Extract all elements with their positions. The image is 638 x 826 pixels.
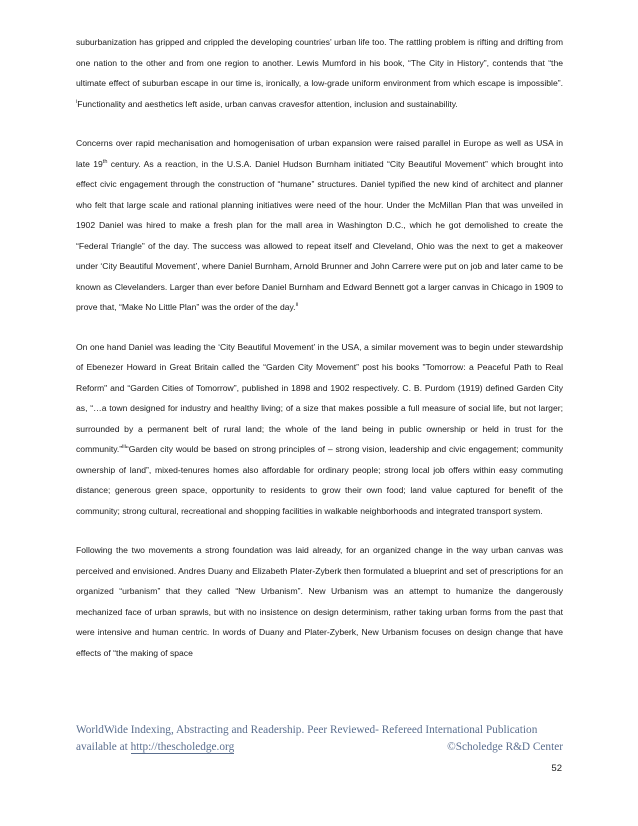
endnote-marker-iii[interactable]: iii [122, 444, 126, 451]
footer-second-line [76, 739, 563, 756]
page-number: 52 [551, 763, 562, 774]
footer-indexing-line: WorldWide Indexing, Abstracting and Readership. Peer Reviewed- Refereed International Publication [76, 724, 538, 736]
paragraph-1-text-a: suburbanization has gripped and crippled the developing countries’ urban life too. The rattling problem is rifting and drifting from one nation to the other and from one region to another. Lewis Mumford in his book, “The City in History”, contends that “the ultimate effect of suburban escape in our time is, ironically, a low-grade uniform environment from which escape is impossible”. [76, 37, 563, 88]
endnote-marker-ii[interactable]: ii [295, 302, 299, 309]
paragraph-2 [76, 133, 563, 318]
paragraph-1-text-b: Functionality and aesthetics left aside, urban canvas cravesfor attention, inclusion and sustainability. [77, 98, 458, 109]
paragraph-4-text: Following the two movements a strong foundation was laid already, for an organized change in the way urban canvas was perceived and envisioned. Andres Duany and Elizabeth Plater-Zyberk then formulated a blueprint and set of prescriptions for an organized “urbanism” that they called “New Urbanism”. New Urbanism was an attempt to humanize the dangerously mechanized face of urban sprawls, but with no insistence on design determinism, rather taking urban forms from the past that were intensive and human centric. In words of Duany and Plater-Zyberk, New Urbanism focuses on design change that have effects of “the making of space [76, 545, 563, 658]
paragraph-2-text-b: century. As a reaction, in the U.S.A. Daniel Hudson Burnham initiated “City Beautiful Movement” which brought into effect civic engagement through the construction of “humane” structures. Daniel typified the new kind of architect and planner who felt that large scale and rational planning initiatives were need of the hour. Under the McMillan Plan that was unveiled in 1902 Daniel was hired to make a fresh plan for the mall area in Washington D.C., which he got demolished to create the “Federal Triangle” of the day. The success was allowed to repeat itself and Cleveland, Ohio was the next to get a makeover under ‘City Beautiful Movement’, where Daniel Burnham, Arnold Brunner and John Carrere were put on job and later came to be known as Clevelanders. Larger than ever before Daniel Burnham and Edward Bennett got a larger canvas in Chicago in 1909 to prove that, “Make No Little Plan” was the order of the day. [76, 158, 563, 312]
paragraph-4 [76, 540, 563, 663]
footer-copyright: ©Scholedge R&D Center [447, 741, 563, 753]
paragraph-2-text-a: Concerns over rapid mechanisation and homogenisation of urban expansion were raised parallel in Europe as well as USA in late 19 [76, 138, 563, 169]
ordinal-superscript: th [102, 158, 108, 165]
paragraph-3-text-b: “Garden city would be based on strong principles of – strong vision, leadership and civic engagement; community ownership of land”, mixed-tenures homes also affordable for ordinary people; strong local job offers within easy commuting distance; generous green space, opportunity to residents to grow their own food; land value captured for benefit of the community; strong cultural, recreational and shopping facilities in walkable neighborhoods and integrated transport system. [76, 444, 563, 516]
paragraph-1 [76, 32, 563, 114]
page-footer [76, 722, 563, 756]
footer-available-label: available at [76, 741, 131, 753]
paragraph-3-text-a: On one hand Daniel was leading the ‘City Beautiful Movement’ in the USA, a similar movement was to begin under stewardship of Ebenezer Howard in Great Britain called the “Garden City Movement” post his books "Tomorrow: a Peaceful Path to Real Reform" and “Garden Cities of Tomorrow”, published in 1898 and 1902 respectively. C. B. Purdom (1919) defined Garden City as, “…a town designed for industry and healthy living; of a size that makes possible a full measure of social life, but not larger; surrounded by a permanent belt of rural land; the whole of the land being in public ownership or held in trust for the community.” [76, 341, 563, 454]
endnote-marker-i[interactable]: i [76, 98, 78, 105]
article-body [76, 32, 563, 663]
footer-availability [76, 739, 234, 756]
paragraph-3 [76, 337, 563, 522]
footer-website-link[interactable]: http://thescholedge.org [130, 741, 235, 753]
